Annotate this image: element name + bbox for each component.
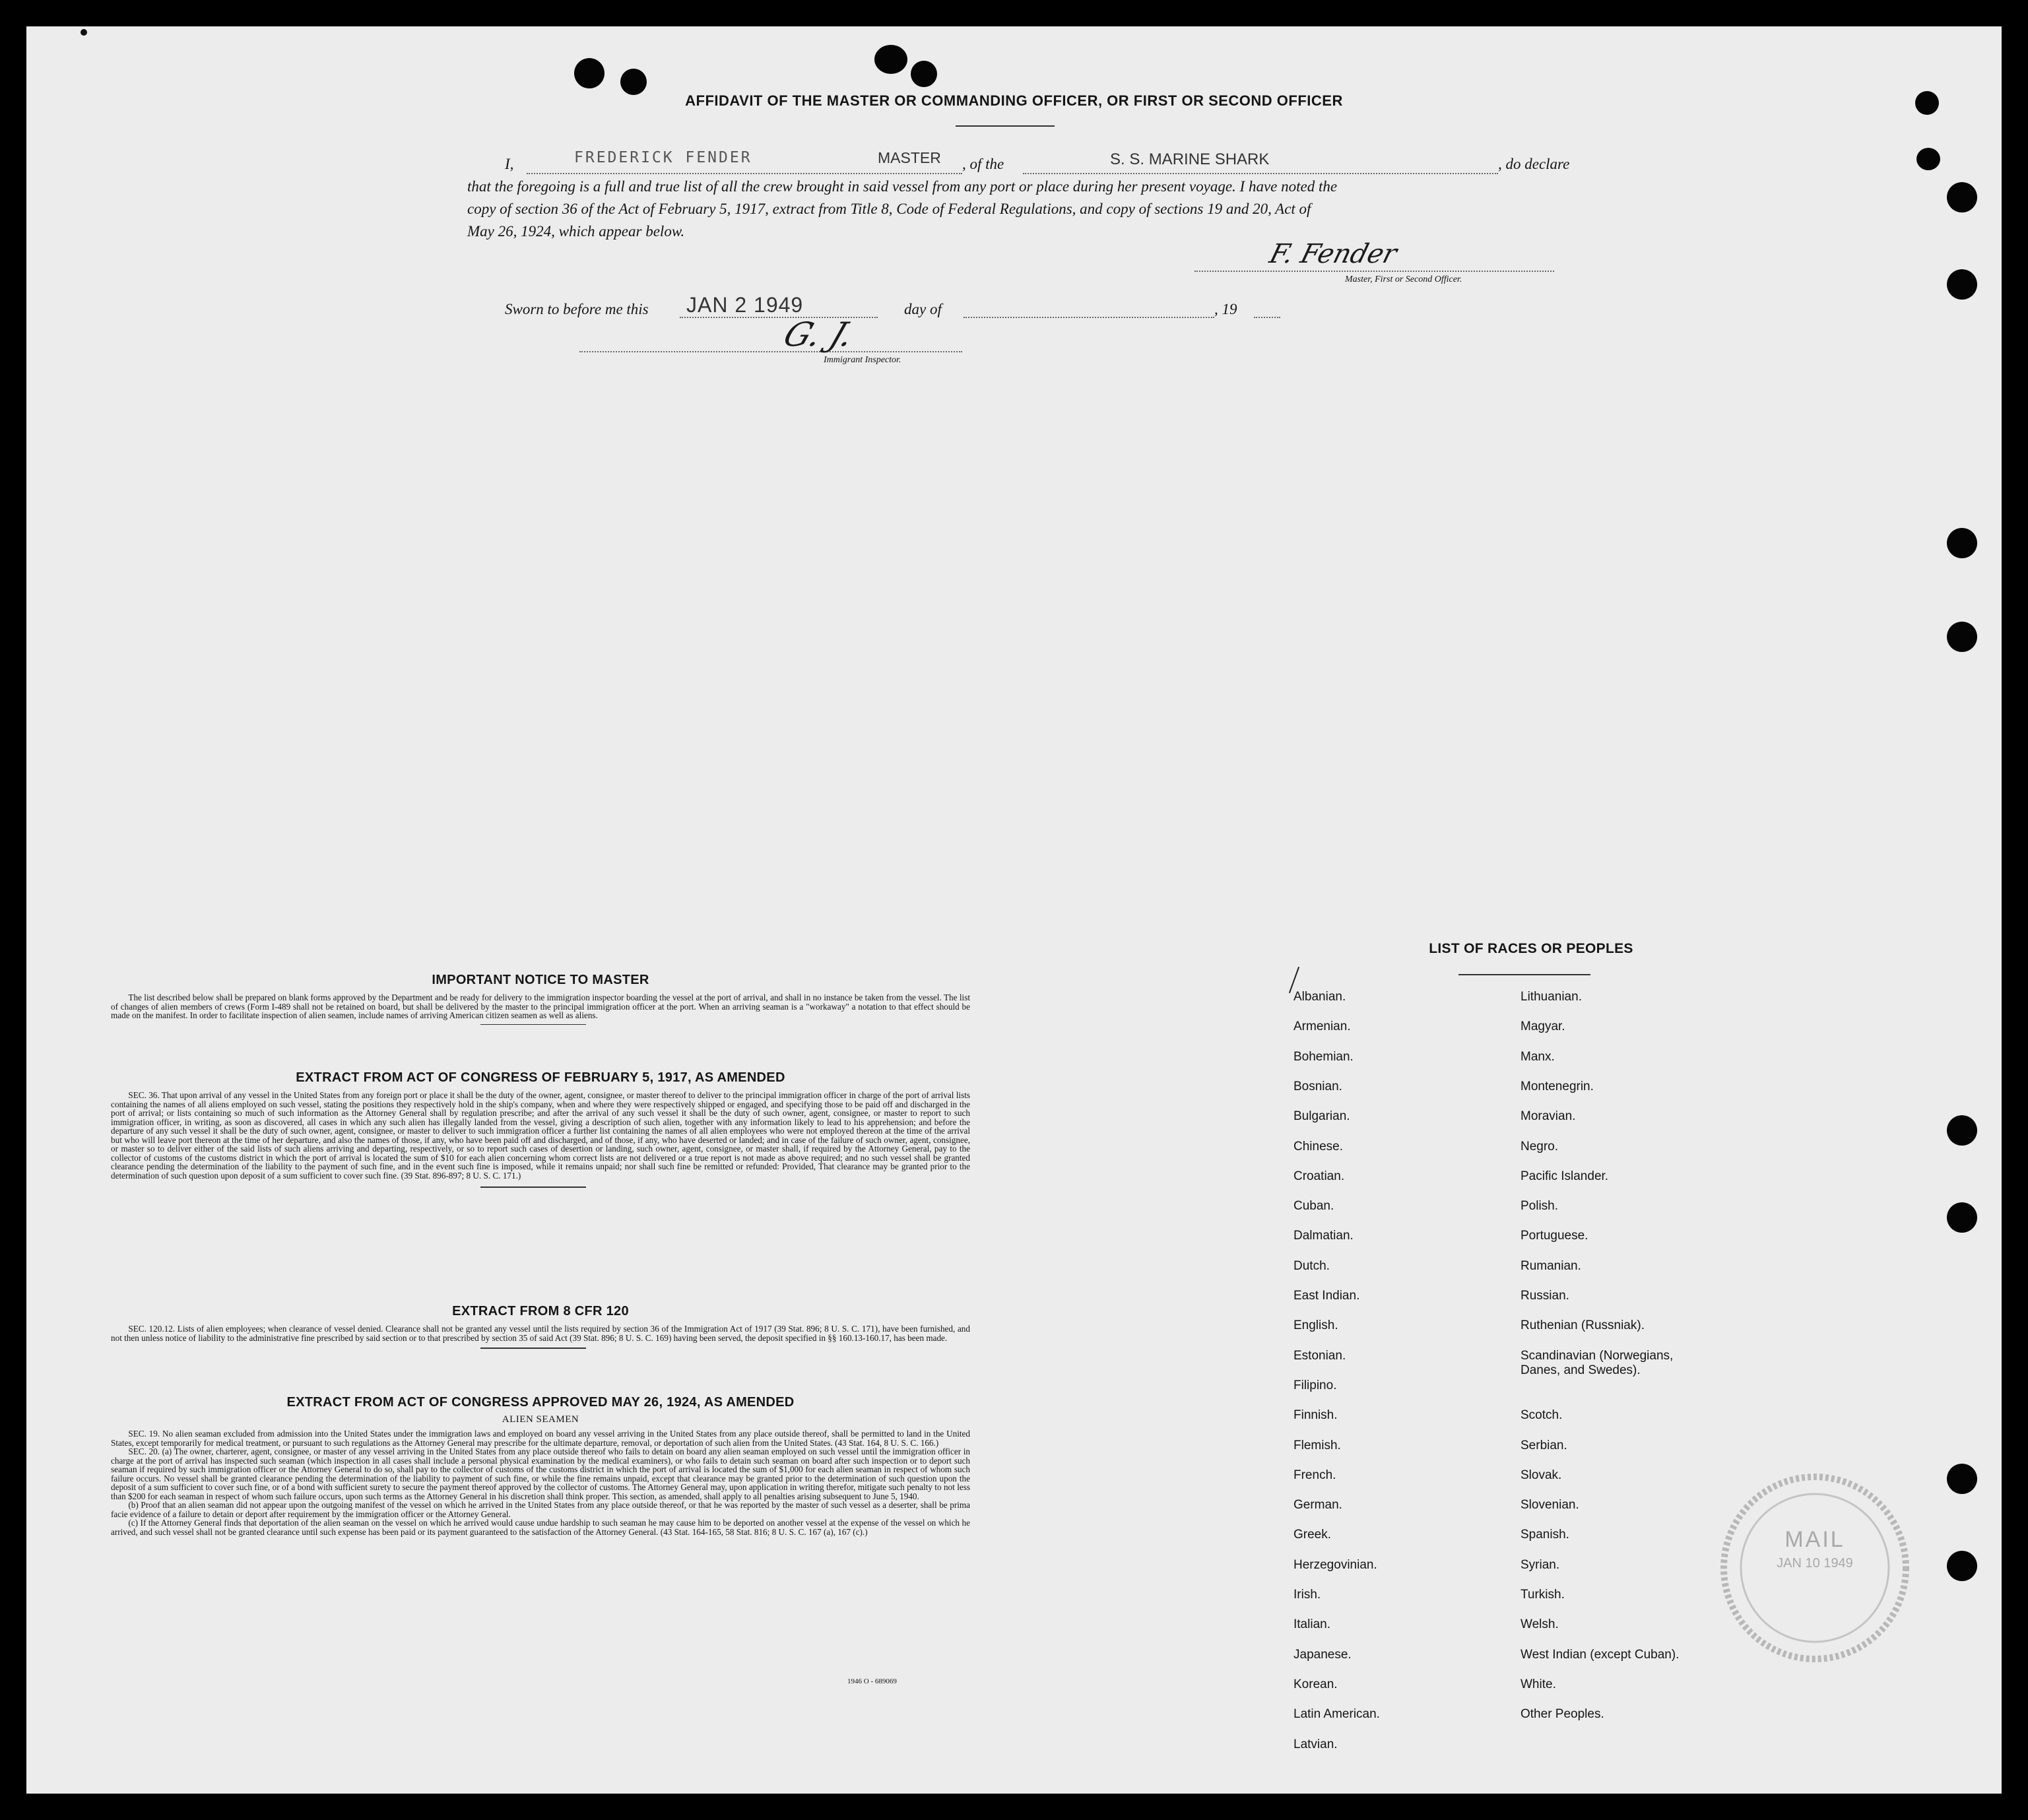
race-item: Negro. bbox=[1521, 1139, 1559, 1154]
race-item: Turkish. bbox=[1521, 1588, 1565, 1602]
sec-20c: (c) If the Attorney General finds that deportation of the alien seaman on the vessel on which he arrived would cause undue hardship to such seaman he may cause him to be deported on another vessel at the expense of the vessel on which he arrived, and such vessel shall not be granted clearance until such expense has been paid or its payment guaranteed to the satisfaction of the Attorney General. (43 Stat. 164-165, 58 Stat. 816; 8 U. S. C. 167 (a), 167 (c).) bbox=[111, 1518, 970, 1537]
race-item: Bosnian. bbox=[1293, 1079, 1342, 1093]
race-item: Latvian. bbox=[1293, 1737, 1338, 1751]
affidavit-lead: I, bbox=[505, 156, 514, 172]
race-item: Dutch. bbox=[1293, 1258, 1330, 1273]
extract-cfr-heading: EXTRACT FROM 8 CFR 120 bbox=[452, 1304, 629, 1318]
extract-1924-subheading: ALIEN SEAMEN bbox=[502, 1414, 579, 1425]
vessel-line bbox=[1023, 173, 1498, 174]
race-item: Croatian. bbox=[1293, 1169, 1345, 1183]
race-item: Cuban. bbox=[1293, 1199, 1334, 1214]
document-page bbox=[26, 26, 2002, 1794]
signature-line bbox=[1194, 271, 1554, 272]
section-divider bbox=[480, 1186, 586, 1188]
race-item: Flemish. bbox=[1293, 1438, 1341, 1452]
extract-cfr-body: SEC. 120.12. Lists of alien employees; when clearance of vessel denied. Clearance shall not be granted any vessel until the lists required by section 36 of the Immigration Act of 1917 (39 Stat. 896; 8 U. S. C. 171), have been furnished, and not then unless notice of liability to the administrative fine prescribed by said section or to that prescribed by section 35 of said Act (39 Stat. 896; 8 U. S. C. 169) having been served, the deposit specified in §§ 160.13-160.17, has been made. bbox=[111, 1324, 970, 1343]
extract-1924-body bbox=[111, 1429, 970, 1536]
punch-hole bbox=[1947, 269, 1977, 300]
race-item: English. bbox=[1293, 1318, 1338, 1333]
race-item: Ruthenian (Russniak). bbox=[1521, 1318, 1645, 1333]
year-line bbox=[1254, 317, 1280, 318]
race-item: Slovak. bbox=[1521, 1468, 1562, 1482]
mail-stamp-date: JAN 10 1949 bbox=[1777, 1556, 1853, 1571]
race-item: Welsh. bbox=[1521, 1617, 1559, 1632]
extract-1917-body: SEC. 36. That upon arrival of any vessel in the United States from any foreign port or place it shall be the duty of the owner, agent, consignee, or master thereof to deliver to the principal immigration officer in charge of the port of arrival lists containing the names of all aliens employed on such vessel, stating the positions they respectively hold in the ship's company, when and where they were respectively shipped or engaged, and specifying those to be paid off and discharged in the port of arrival; or lists containing so much of such information as the Attorney General shall by regulation prescribe; and after the arrival of any such vessel it shall be the duty of such owner, agent, consignee, or master to report to such immigration officer, in writing, as soon as discovered, all cases in which any such alien has illegally landed from the vessel, giving a description of such alien, together with any information likely to lead to his apprehension; and before the departure of any such vessel it shall be the duty of such owner, agent, consignee, or master to deliver to such immigration officer a further list containing the names of all alien employees who were not employed thereon at the time of the arrival but who will leave port thereon at the time of her departure, and also the names of those, if any, who have been paid off and discharged, and of those, if any, who have deserted or landed; and in case of the failure of such owner, agent, consignee, or master so to deliver either of the said lists of such aliens arriving and departing, respectively, or so to report such cases of desertion or landing, such owner, agent, consignee, or master shall, if required by the Attorney General, pay to the collector of customs of the customs district in which the port of arrival is located the sum of $10 for each alien concerning whom correct lists are not delivered or a true report is not made as above required; and no such vessel shall be granted clearance pending the determination of the liability to the payment of such fine, and in the event such fine is imposed, while it remains unpaid; nor shall such fine be remitted or refunded: Provided, That clearance may be granted prior to the determination of such question upon deposit of a sum sufficient to cover such fine. (39 Stat. 896-897; 8 U. S. C. 171.) bbox=[111, 1090, 970, 1181]
race-item: Italian. bbox=[1293, 1617, 1330, 1632]
extract-cfr-section bbox=[111, 1304, 970, 1349]
of-the-label: , of the bbox=[962, 156, 1004, 172]
race-item: West Indian (except Cuban). bbox=[1521, 1647, 1680, 1662]
title-underline bbox=[956, 125, 1055, 127]
race-item: Bulgarian. bbox=[1293, 1109, 1350, 1124]
section-divider bbox=[480, 1348, 586, 1349]
race-item: Manx. bbox=[1521, 1049, 1555, 1064]
extract-1924-section bbox=[111, 1395, 970, 1536]
section-divider bbox=[480, 1024, 586, 1025]
race-item: Armenian. bbox=[1293, 1020, 1351, 1034]
race-item: Portuguese. bbox=[1521, 1229, 1588, 1243]
race-item: Slovenian. bbox=[1521, 1498, 1579, 1512]
race-item: Montenegrin. bbox=[1521, 1079, 1594, 1093]
page-title: AFFIDAVIT OF THE MASTER OR COMMANDING OFFICER, OR FIRST OR SECOND OFFICER bbox=[685, 92, 1343, 109]
race-item: Korean. bbox=[1293, 1677, 1338, 1691]
race-item: Scandinavian (Norwegians, Danes, and Swedes). bbox=[1521, 1348, 1674, 1377]
race-item: Russian. bbox=[1521, 1289, 1569, 1303]
affidavit-line-4: May 26, 1924, which appear below. bbox=[467, 223, 685, 240]
name-line bbox=[527, 173, 962, 174]
races-heading-underline bbox=[1458, 974, 1590, 975]
master-rank: MASTER bbox=[878, 149, 941, 166]
race-item: Bohemian. bbox=[1293, 1049, 1354, 1064]
declare-label: , do declare bbox=[1498, 156, 1570, 172]
race-item: Pacific Islander. bbox=[1521, 1169, 1609, 1183]
signature-caption: Master, First or Second Officer. bbox=[1345, 275, 1462, 284]
sec-20a: SEC. 20. (a) The owner, charterer, agent, consignee, or master of any vessel arriving in the United States from any place outside thereof who fails to detain on board any alien seaman employed on such vessel until the immigration officer in charge at the port of arrival has inspected such seaman (which inspection in all cases shall include a personal physical examination by the medical examiners), or who fails to detain such seaman on board after such inspection or to deport such seaman if required by such immigration officer or the Attorney General to do so, shall pay to the collector of customs of the customs district in which the port of arrival is located the sum of $1,000 for each alien seaman in respect of whom such failure occurs. No vessel shall be granted clearance pending the determination of the liability to payment of such fine, or while the fine remains unpaid, except that clearance may be granted prior to the determination of such question upon the deposit of a sum sufficient to cover such fine, or of a bond with sufficient surety to secure the payment thereof approved by the collector of customs. The Attorney General may, upon application in writing therefor, mitigate such penalty to not less than $200 for each seaman in respect of whom such failure occurs, upon such terms as the Attorney General in his discretion shall think proper. This section, as amended, shall apply to all penalties arising subsequent to June 5, 1940. bbox=[111, 1446, 970, 1501]
printer-imprint: 1946 O - 689069 bbox=[847, 1677, 897, 1685]
race-item: Irish. bbox=[1293, 1588, 1321, 1602]
punch-hole bbox=[874, 45, 907, 74]
race-item: Greek. bbox=[1293, 1528, 1332, 1542]
master-signature: F. Fender bbox=[1266, 239, 1400, 269]
vessel-name: S. S. MARINE SHARK bbox=[1110, 150, 1270, 168]
extract-1924-heading: EXTRACT FROM ACT OF CONGRESS APPROVED MAY 26, 1924, AS AMENDED bbox=[286, 1395, 795, 1410]
punch-hole bbox=[620, 69, 647, 95]
punch-hole bbox=[1916, 148, 1940, 170]
race-item: Finnish. bbox=[1293, 1408, 1338, 1423]
race-item: White. bbox=[1521, 1677, 1556, 1691]
race-item: Magyar. bbox=[1521, 1020, 1565, 1034]
race-item: Rumanian. bbox=[1521, 1258, 1581, 1273]
race-item: Dalmatian. bbox=[1293, 1229, 1354, 1243]
punch-hole bbox=[1947, 182, 1977, 212]
race-item: Scotch. bbox=[1521, 1408, 1563, 1423]
race-item: Estonian. bbox=[1293, 1348, 1346, 1363]
race-item: German. bbox=[1293, 1498, 1342, 1512]
race-item: Filipino. bbox=[1293, 1378, 1337, 1392]
race-item: Spanish. bbox=[1521, 1528, 1569, 1542]
race-item: Syrian. bbox=[1521, 1557, 1560, 1572]
year-prefix: , 19 bbox=[1214, 301, 1237, 317]
inspector-signature: G. J. bbox=[778, 315, 860, 354]
race-item: Japanese. bbox=[1293, 1647, 1352, 1662]
race-item: Albanian. bbox=[1293, 990, 1346, 1004]
affidavit-line-3: copy of section 36 of the Act of February 5, 1917, extract from Title 8, Code of Federal Regulations, and copy of sections 19 and 20, Act of bbox=[467, 201, 1311, 217]
notice-heading: IMPORTANT NOTICE TO MASTER bbox=[432, 973, 649, 987]
punch-hole bbox=[911, 61, 937, 87]
race-item: Chinese. bbox=[1293, 1139, 1343, 1154]
month-line bbox=[964, 317, 1214, 318]
inspector-caption: Immigrant Inspector. bbox=[824, 355, 901, 365]
extract-1917-section bbox=[111, 1070, 970, 1188]
race-item: French. bbox=[1293, 1468, 1336, 1482]
extract-1917-heading: EXTRACT FROM ACT OF CONGRESS OF FEBRUARY 5, 1917, AS AMENDED bbox=[296, 1070, 785, 1085]
mail-stamp bbox=[1716, 1469, 1914, 1667]
race-item: Latin American. bbox=[1293, 1707, 1380, 1722]
affidavit-line-2: that the foregoing is a full and true list of all the crew brought in said vessel from any port or place during her present voyage. I have noted the bbox=[467, 178, 1338, 195]
races-heading: LIST OF RACES OR PEOPLES bbox=[1429, 941, 1633, 956]
punch-hole bbox=[574, 58, 605, 88]
punch-hole bbox=[1947, 1464, 1977, 1494]
race-item: Herzegovinian. bbox=[1293, 1557, 1377, 1572]
sec-20b: (b) Proof that an alien seaman did not appear upon the outgoing manifest of the vessel on which he arrived in the United States from any place outside thereof, or that he was reported by the master of such vessel as a deserter, shall be prima facie evidence of a failure to detain or deport after requirement by the immigration officer or the Attorney General. bbox=[111, 1500, 970, 1519]
notice-body: The list described below shall be prepared on blank forms approved by the Department and be ready for delivery to the immigration inspector boarding the vessel at the port of arrival, and shall in no instance be taken from the vessel. The list of changes of alien members of crews (Form I-489 shall not be retained on board, but shall be delivered by the master to the principal immigration officer at the port. When an arriving seaman is a "workaway" a notation to that effect should be made on the manifest. In order to facilitate inspection of alien seamen, include names of arriving American citizen seamen as well as aliens. bbox=[111, 992, 970, 1020]
sworn-label: Sworn to before me this bbox=[505, 301, 649, 317]
day-of-label: day of bbox=[904, 301, 942, 317]
notice-section bbox=[111, 973, 970, 1025]
master-name: FREDERICK FENDER bbox=[574, 149, 752, 166]
race-item: Serbian. bbox=[1521, 1438, 1567, 1452]
speck bbox=[81, 29, 87, 36]
sworn-date: JAN 2 1949 bbox=[686, 293, 804, 317]
punch-hole bbox=[1947, 622, 1977, 652]
race-item: Polish. bbox=[1521, 1199, 1559, 1214]
inspector-line bbox=[579, 351, 962, 352]
punch-hole bbox=[1947, 1202, 1977, 1233]
race-item: Other Peoples. bbox=[1521, 1707, 1604, 1722]
race-item: Moravian. bbox=[1521, 1109, 1576, 1124]
race-item: Lithuanian. bbox=[1521, 990, 1582, 1004]
punch-hole bbox=[1947, 1115, 1977, 1146]
mail-stamp-label: MAIL bbox=[1784, 1527, 1845, 1552]
sec-19: SEC. 19. No alien seaman excluded from admission into the United States under the immigration laws and employed on board any vessel arriving in the United States from any place outside thereof, shall be permitted to land in the United States, except temporarily for medical treatment, or pursuant to such regulations as the Attorney General may prescribe for the ultimate departure, removal, or deportation of such alien from the United States. (43 Stat. 164, 8 U. S. C. 166.) bbox=[111, 1429, 970, 1448]
punch-hole bbox=[1947, 528, 1977, 558]
punch-hole bbox=[1947, 1551, 1977, 1581]
race-item: East Indian. bbox=[1293, 1289, 1360, 1303]
